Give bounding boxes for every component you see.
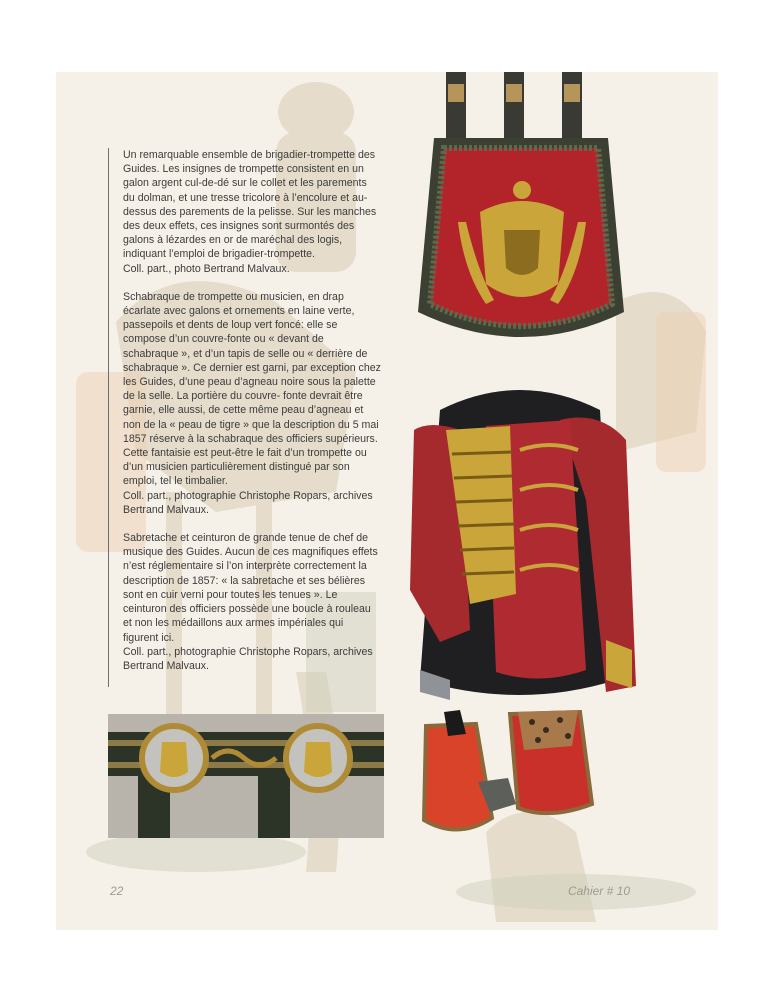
caption-credit: Coll. part., photographie Christophe Ropars, archives Bertrand Malvaux.	[123, 489, 373, 516]
issue-label: Cahier # 10	[567, 884, 630, 898]
caption-block	[123, 531, 381, 673]
belt-photo	[108, 714, 384, 838]
shabraque-photo	[420, 708, 598, 840]
caption-credit: Coll. part., photo Bertrand Malvaux.	[123, 262, 290, 275]
magazine-page	[56, 72, 718, 930]
sabretache-photo	[408, 72, 636, 350]
dolman-jacket-photo	[400, 380, 638, 710]
caption-text: Sabretache et ceinturon de grande tenue de chef de musique des Guides. Aucun de ces magnifiques effets n’est réglementaire si l’on interprète correctement la description de 1857: « la sabretache et ses bélières sont en cuir verni pour toutes les tenues ». Le ceinturon des officiers possède une boucle à rouleau et non les médaillons aux armes impériales qui figurent ici.	[123, 532, 378, 644]
caption-block	[123, 290, 381, 517]
caption-block	[123, 148, 381, 276]
caption-column	[108, 148, 381, 687]
caption-credit: Coll. part., photographie Christophe Ropars, archives Bertrand Malvaux.	[123, 645, 373, 672]
caption-text: Schabraque de trompette ou musicien, en drap écarlate avec galons et ornements en laine verte, passepoils et dents de loup vert foncé: elle se compose d’un couvre-fonte ou « devant de schabraque », et d’un tapis de selle ou « derrière de schabraque ». Ce dernier est garni, par exception chez les Guides, d’une peau d’agneau noire sous la palette de la selle. La portière du couvre- fonte devrait être garnie, elle aussi, de cette même peau d’agneau et non de la « peau de tigre » que la description du 5 mai 1857 réserve à la schabraque des officiers supérieurs. Cette fantaisie est peut-être le fait d’un trompette ou d’un musicien particulièrement distingué par son emploi, tel le timbalier.	[123, 290, 381, 488]
caption-text: Un remarquable ensemble de brigadier-trompette des Guides. Les insignes de trompette consistent en un galon argent cul-de-dé sur le collet et les parements du dolman, et une tresse tricolore à l’encolure et au-dessus des parements de la pelisse. Sur les manches des deux effets, ces insignes sont surmontés des galons à lézardes en or de maréchal des logis, indiquant l’emploi de brigadier-trompette.	[123, 149, 377, 261]
page-number: 22	[110, 884, 124, 898]
